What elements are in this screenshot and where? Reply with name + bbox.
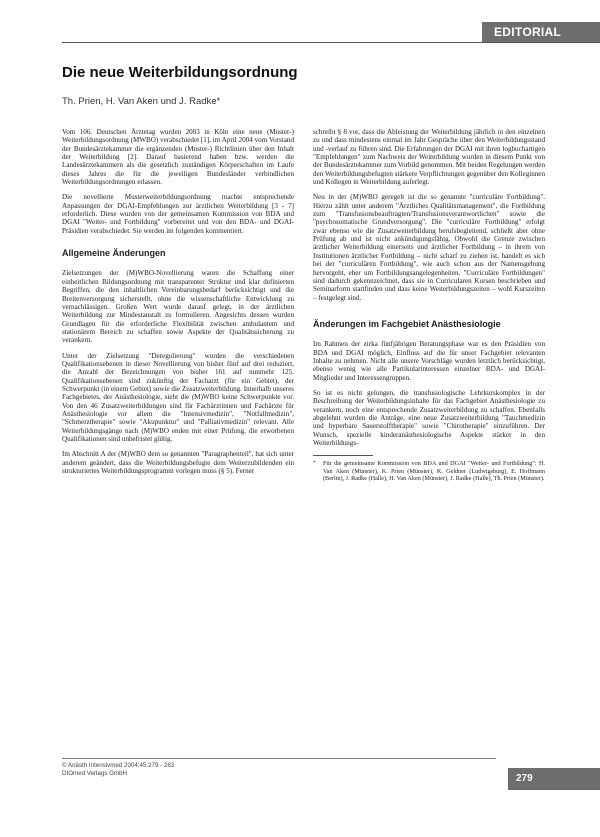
article-title: Die neue Weiterbildungsordnung [62,64,298,81]
header-rule [62,42,600,43]
paragraph: Unter der Zielsetzung "Deregulierung" wurden die verschiedenen Qualifikationsebenen in dieser Novellierung von bisher fünf auf drei reduziert, die Anzahl der Bezeichnungen von bisher 161 auf nunmehr 125. Qualifikationsebenen sind zukünftig der Facharzt (für ein Gebiet), der Schwerpunkt (in einem Gebiet) sowie die Zusatzweiterbildung. Innerhalb unseres Fachgebietes, der Anästhesiologie, sieht die (M)WBO keine Schwerpunkte vor. Von den 46 Zusatzweiterbildungen sind für Fachärztinnen und Fachärzte für Anästhesiologie vor allem die "Intensivmedizin", "Notfallmedizin", "Schmerztherapie" sowie "Akupunktur" und "Palliativmedizin" relevant. Alle Weiterbildungsgänge nach (M)WBO enden mit einer Prüfung, die erworbenen Qualifikationen sind unbefristet gültig. [62,351,294,443]
footer [62,762,174,778]
footnote-text: Für die gemeinsame Kommission von BDA und DGAI "Weiter- und Fortbildung": H. Van Aken (Münster), K. Prien (Münster), K. Geldner (Ludwigsburg), E. Hoffmann (Berlin), J. Radke (Halle), H. Van Aken (Münster), J. Radke (Halle), Th. Prien (Münster). [323,460,545,483]
paragraph: Zielsetzungen der (M)WBO-Novellierung waren die Schaffung einer einheitlichen Bildungsordnung mit transparenter Struktur und klar definierten Begriffen, die den inhaltlichen Vereinbarungsbedarf berücksichtigt und die Breitenversorgung sicherstellt, ohne die wissenschaftliche Entwicklung zu vernachlässigen. Großen Wert wurde darauf gelegt, in der ärztlichen Weiterbildung zur Mindestanstalt zu formulieren. Angesichts dessen wurden Grundlagen für die erforderliche Flexibilität zwischen ambulantem und stationärem Bereich zu schaffen sowie Aspekte der Qualitätssicherung zu verankern. [62,269,294,345]
page-number: 279 [508,768,600,790]
footer-rule [62,758,496,759]
right-column [313,128,545,483]
paragraph: schreibt § 8 vor, dass die Ableistung der Weiterbildung jährlich in den einzelnen zu und dass mindestens einmal im Jahr Gespräche über den Weiterbildungsstand und -verlauf zu führen sind. Die Erfahrungen der DGAI mit ihren logbuchartigen "Empfehlungen" zum Nachweis der Weiterbildung wurden in diesem Punkt von der Bundesärztekammer zum Vorbild genommen. Mit beiden Regelungen werden den Weiterbildungsbefugten stärkere Verpflichtungen gegenüber den Kolleginnen und Kollegen in Weiterbildung auferlegt. [313,128,545,187]
footnote [313,460,545,482]
article-authors: Th. Prien, H. Van Aken und J. Radke* [62,96,221,107]
section-heading: Allgemeine Änderungen [62,248,166,259]
section-heading: Änderungen im Fachgebiet Anästhesiologie [313,318,501,329]
paragraph: Vom 106. Deutschen Ärztetag wurden 2003 in Köln eine neue (Muster-) Weiterbildungsordnung (MWBO) verabschiedet [1], im April 2004 vom Vorstand der Bundesärztekammer die ergänzenden (Muster-) Richtlinien über den Inhalt der Weiterbildung [2]. Darauf basierend haben bzw. werden die Landesärztekammern als die gesetzlich zuständigen Körperschaften im Laufe dieses Jahres die für die jeweiligen Bundesländer verbindlichen Weiterbildungsordnungen erlassen. [62,128,294,187]
footnote-rule [313,455,373,456]
footnote-mark: * [313,460,316,467]
footer-citation: © Anästh Intensivmed 2004;45:279 - 283 [62,762,175,769]
section-label: EDITORIAL [482,22,600,42]
left-column [62,128,294,482]
paragraph: Die novellierte Musterweiterbildungsordnung machte entsprechende Anpassungen der DGAI-Empfehlungen zur ärztlichen Weiterbildung [3 - 7] erforderlich. Diese wurden von der gemeinsamen Kommission von BDA und DGAI "Weiter- und Fortbildung" vorbereitet und von den BDA- und DGAI-Präsidien verabschiedet. Sie werden im folgenden kommentiert. [62,193,294,235]
paragraph: So ist es nicht gelungen, die transfusiologische Lehrkurskomplex in der Beschreibung der Weiterbildungsinhalte für das Fachgebiet Anästhesiologie zu verankern, noch eine entsprechende Zusatzweiterbildung zu schaffen. Ebenfalls abgelehnt wurden die Anträge, eine neue Zusatzweiterbildung "Tauchmedizin und hyperbare Sauerstofftherapie" sowie "Chirotherapie" einzuführen. Der Wunsch, spezielle kinderanästhesiologische Aspekte stärker in den Weiterbildungs- [313,388,545,447]
paragraph: Im Rahmen der zirka fünfjährigen Beratungsphase war es den Präsidien von BDA und DGAI möglich, Einfluss auf die für unser Fachgebiet relevanten Inhalte zu nehmen. Nicht alle unsere Vorschläge wurden letztlich berücksichtigt, ebenso wenig wie alle Partikularinteressen einzelner BDA- und DGAI-Mitglieder und Interessengruppen. [313,340,545,382]
paragraph: Im Abschnitt A der (M)WBO dem so genannten "Paragraphenteil", hat sich unter anderem geändert, dass die Weiterbildungsbefugte dem Weiterzubildenden ein strukturiertes Weiterbildungsprogramm vorlegen muss (§ 5). Ferner [62,450,294,476]
paragraph: Neu in der (M)WBO geregelt ist die so genannte "curriculäre Fortbildung". Hierzu zählt unter anderem "Ärztliches Qualitätsmanagement", die Fortbildung zum "Transfusionsbeauftragten/Transfusionsverantwortlichen" sowie die "psychosomatische Grundversorgung". Die "curriculäre Fortbildung" erfolgt zwar ebenso wie die Zusatzweiterbildung berufsbegleitend, schließt aber ohne Prüfung ab und ist nicht ankündigungsfähig. Obwohl die Grenze zwischen ärztlicher Weiterbildung einerseits und ärztlicher Fortbildung – in ihrem von Institutionen ärztlicher Fortbildung – nicht scharf zu ziehen ist, handelt es sich bei der "curriculären Fortbildung", wie auch schon aus der Namensgebung hervorgeht, eher um Fortbildungsangelegenheiten. "Curriculäre Fortbildungen" sind dadurch gekennzeichnet, dass sie in Curricularen Kursen beschrieben und Seminarform stattfinden und dass keine Weiterbildungszeiten – wohl Kurszeiten – festgelegt sind. [313,193,545,302]
footer-publisher: DIOmed Verlags GmbH [62,770,127,777]
